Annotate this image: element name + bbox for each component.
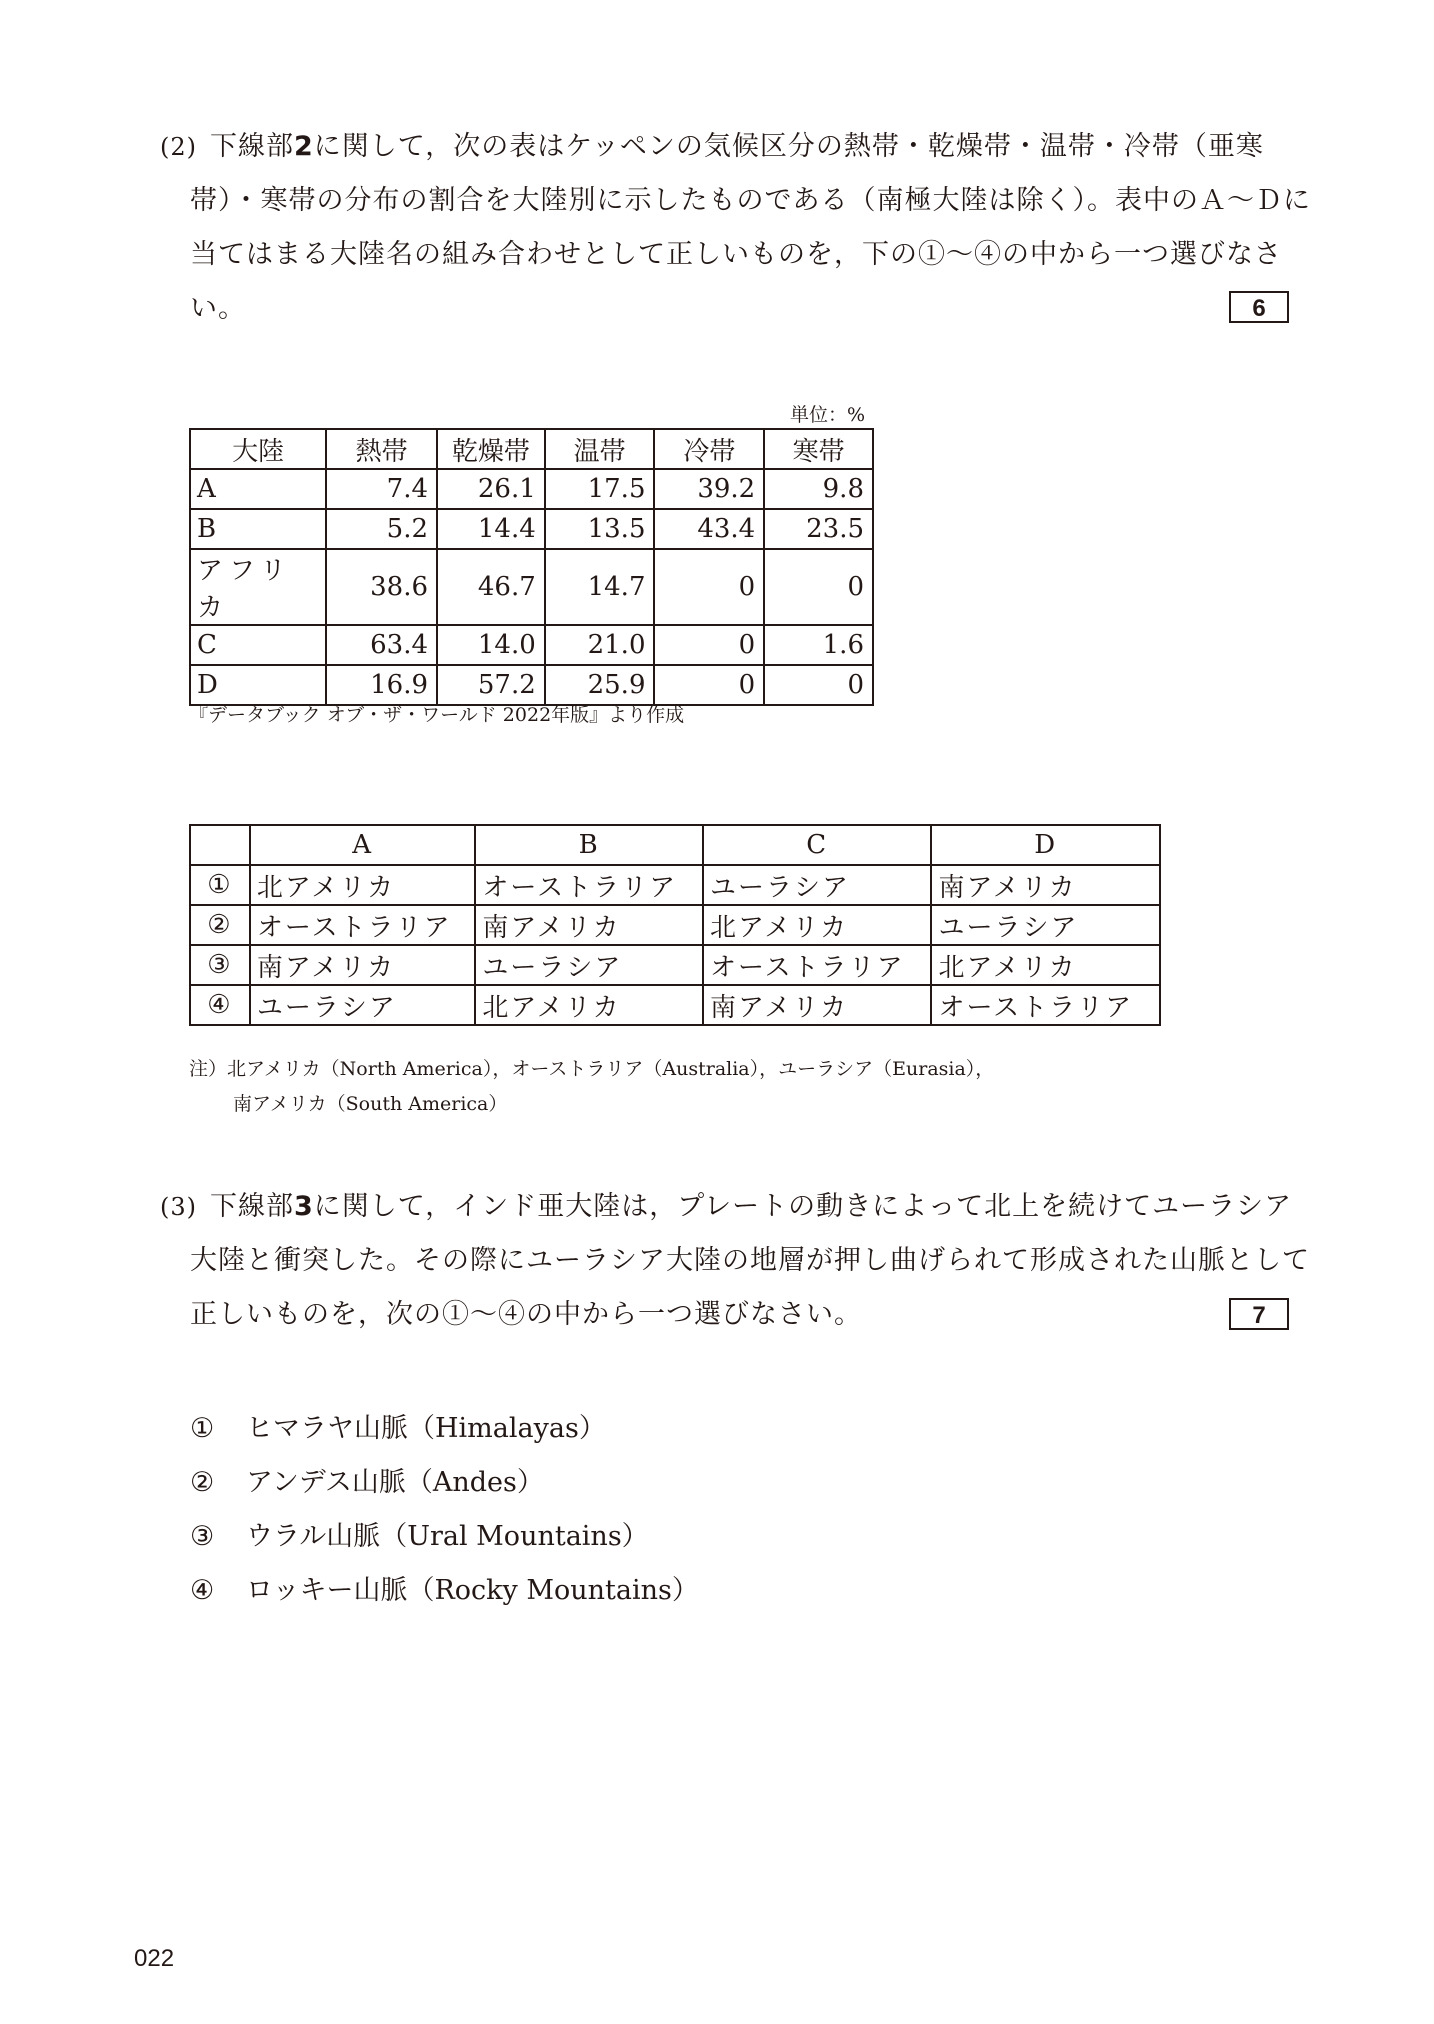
- table-cell: 0: [654, 549, 764, 625]
- header-cell: A: [250, 825, 476, 865]
- table-cell: 南アメリカ: [931, 865, 1160, 905]
- table-row: [190, 469, 873, 509]
- choice-table: [189, 824, 1161, 1026]
- question-2-line: 帯）・寒帯の分布の割合を大陸別に示したものである（南極大陸は除く）。表中のＡ～Ｄに: [190, 185, 1311, 216]
- header-cell: B: [475, 825, 703, 865]
- table-cell: ユーラシア: [703, 865, 932, 905]
- table-header-row: [190, 825, 1160, 865]
- table-cell: ユーラシア: [475, 945, 703, 985]
- table-cell: 5.2: [326, 509, 437, 549]
- header-cell: C: [703, 825, 932, 865]
- table-header-row: [190, 429, 873, 469]
- option-item: ② アンデス山脈（Andes）: [190, 1467, 544, 1498]
- header-cell: 乾燥帯: [437, 429, 545, 469]
- table-row: [190, 509, 873, 549]
- question-3-line: 正しいものを，次の①～④の中から一つ選びなさい。: [190, 1299, 862, 1330]
- table-cell: 57.2: [437, 665, 545, 705]
- header-cell: D: [931, 825, 1160, 865]
- table-cell: 14.4: [437, 509, 545, 549]
- table-cell: オーストラリア: [250, 905, 476, 945]
- answer-options: [190, 1402, 699, 1618]
- table-cell: ユーラシア: [250, 985, 476, 1025]
- table-cell: 14.7: [545, 549, 655, 625]
- table-cell: D: [190, 665, 326, 705]
- question-3-line: 大陸と衝突した。その際にユーラシア大陸の地層が押し曲げられて形成された山脈として: [190, 1245, 1310, 1276]
- table-row: [190, 625, 873, 665]
- choice-number: ③: [190, 945, 250, 985]
- header-cell: 温帯: [545, 429, 655, 469]
- table-cell: 17.5: [545, 469, 655, 509]
- header-cell: 大陸: [190, 429, 326, 469]
- header-cell: 熱帯: [326, 429, 437, 469]
- option-item: ③ ウラル山脈（Ural Mountains）: [190, 1521, 649, 1552]
- table-cell: 0: [654, 665, 764, 705]
- table-cell: オーストラリア: [475, 865, 703, 905]
- question-2-line: い。: [190, 293, 246, 324]
- table-cell: 21.0: [545, 625, 655, 665]
- climate-table: [189, 428, 874, 706]
- table-cell: 0: [764, 549, 873, 625]
- question-number: (3): [160, 1193, 197, 1221]
- unit-label: 単位：%: [790, 404, 866, 426]
- table-cell: 46.7: [437, 549, 545, 625]
- header-cell: 冷帯: [654, 429, 764, 469]
- choice-number: ②: [190, 905, 250, 945]
- table-cell: 9.8: [764, 469, 873, 509]
- table-cell: 北アメリカ: [250, 865, 476, 905]
- table-cell: 23.5: [764, 509, 873, 549]
- table-cell: 13.5: [545, 509, 655, 549]
- table-cell: 北アメリカ: [703, 905, 932, 945]
- table-cell: 0: [764, 665, 873, 705]
- table-cell: C: [190, 625, 326, 665]
- table-cell: 43.4: [654, 509, 764, 549]
- table-cell: B: [190, 509, 326, 549]
- table-row: [190, 905, 1160, 945]
- table-cell: 南アメリカ: [475, 905, 703, 945]
- question-3-text: [160, 1180, 1310, 1342]
- table-cell: アフリカ: [190, 549, 326, 625]
- table-cell: 7.4: [326, 469, 437, 509]
- table-cell: 39.2: [654, 469, 764, 509]
- table-cell: ユーラシア: [931, 905, 1160, 945]
- answer-box-7: 7: [1229, 1298, 1289, 1330]
- table-row: [190, 549, 873, 625]
- table-cell: 26.1: [437, 469, 545, 509]
- table-row: [190, 985, 1160, 1025]
- table-cell: オーストラリア: [931, 985, 1160, 1025]
- header-cell: [190, 825, 250, 865]
- option-item: ④ ロッキー山脈（Rocky Mountains）: [190, 1575, 699, 1606]
- table-cell: 1.6: [764, 625, 873, 665]
- table-cell: 0: [654, 625, 764, 665]
- table-cell: 南アメリカ: [250, 945, 476, 985]
- choice-number: ①: [190, 865, 250, 905]
- header-cell: 寒帯: [764, 429, 873, 469]
- question-number: (2): [160, 133, 197, 161]
- table-note: 南アメリカ（South America）: [233, 1093, 508, 1115]
- table-source: 『データブック オブ・ザ・ワールド 2022年版』より作成: [189, 704, 685, 726]
- question-3-line: (3) 下線部3に関して，インド亜大陸は，プレートの動きによって北上を続けてユーラシア: [160, 1180, 1300, 1234]
- table-cell: 14.0: [437, 625, 545, 665]
- table-cell: 38.6: [326, 549, 437, 625]
- page-number: 022: [134, 1945, 175, 1972]
- question-2-text: [160, 120, 1311, 336]
- option-item: ① ヒマラヤ山脈（Himalayas）: [190, 1413, 606, 1444]
- table-note: 注）北アメリカ（North America），オーストラリア（Australia），ユーラシア（Eurasia），: [189, 1058, 995, 1080]
- table-cell: 南アメリカ: [703, 985, 932, 1025]
- table-cell: A: [190, 469, 326, 509]
- question-2-line: (2) 下線部2に関して，次の表はケッペンの気候区分の熱帯・乾燥帯・温帯・冷帯（亜寒: [160, 120, 1300, 174]
- table-row: [190, 945, 1160, 985]
- answer-box-6: 6: [1229, 291, 1289, 323]
- table-cell: 北アメリカ: [931, 945, 1160, 985]
- table-cell: 北アメリカ: [475, 985, 703, 1025]
- table-cell: オーストラリア: [703, 945, 932, 985]
- table-cell: 63.4: [326, 625, 437, 665]
- table-row: [190, 865, 1160, 905]
- table-cell: 25.9: [545, 665, 655, 705]
- table-row: [190, 665, 873, 705]
- question-2-line: 当てはまる大陸名の組み合わせとして正しいものを，下の①～④の中から一つ選びなさ: [190, 239, 1282, 270]
- table-cell: 16.9: [326, 665, 437, 705]
- choice-number: ④: [190, 985, 250, 1025]
